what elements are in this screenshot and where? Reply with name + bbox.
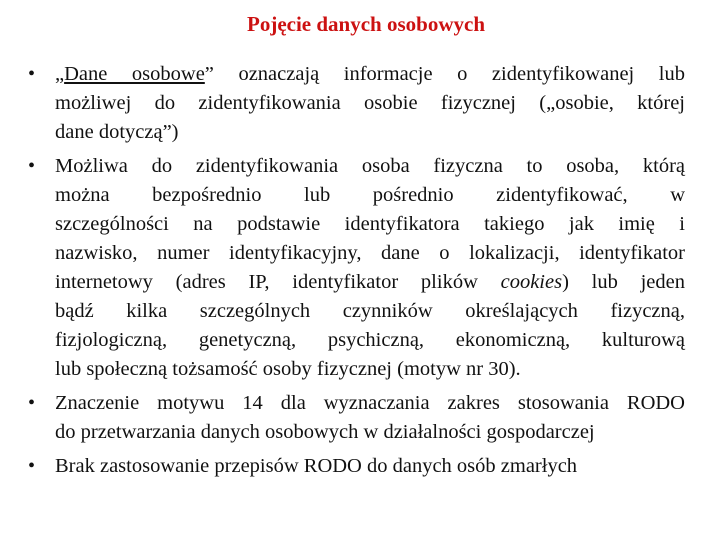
bullet-text-line: nazwisko, numer identyfikacyjny, dane o lokalizacji, identyfikator [55,242,685,264]
bullet-text-line: Znaczenie motywu 14 dla wyznaczania zakres stosowania RODO [55,392,685,414]
bullet-text-line: szczególności na podstawie identyfikatora takiego jak imię i [55,213,685,235]
bullet-text-line: można bezpośrednio lub pośrednio zidentyfikować, w [55,184,685,206]
bullet-text-line: możliwej do zidentyfikowania osobie fizycznej („osobie, której [55,92,685,114]
bullet-list [0,60,720,486]
bullet-text-line: „Dane osobowe” oznaczają informacje o zidentyfikowanej lub [55,63,685,85]
bullet-text-line: bądź kilka szczególnych czynników określających fizyczną, [55,300,685,322]
bullet-text-line: internetowy (adres IP, identyfikator plików cookies) lub jeden [55,271,685,293]
bullet-icon: • [28,63,36,85]
bullet-icon: • [28,455,36,477]
bullet-text-line: do przetwarzania danych osobowych w działalności gospodarczej [55,421,595,443]
bullet-item [0,60,720,147]
bullet-text-line: dane dotyczą”) [55,121,179,143]
bullet-text-line: Brak zastosowanie przepisów RODO do danych osób zmarłych [55,455,578,477]
bullet-item [0,452,720,481]
bullet-text-line: lub społeczną tożsamość osoby fizycznej (motyw nr 30). [55,358,521,380]
bullet-item [0,152,720,384]
bullet-text-line: Możliwa do zidentyfikowania osoba fizyczna to osoba, którą [55,155,685,177]
bullet-icon: • [28,155,36,177]
bullet-icon: • [28,392,36,414]
bullet-text-line: fizjologiczną, genetyczną, psychiczną, ekonomiczną, kulturową [55,329,685,351]
bullet-item [0,389,720,447]
slide-title: Pojęcie danych osobowych [247,12,485,36]
